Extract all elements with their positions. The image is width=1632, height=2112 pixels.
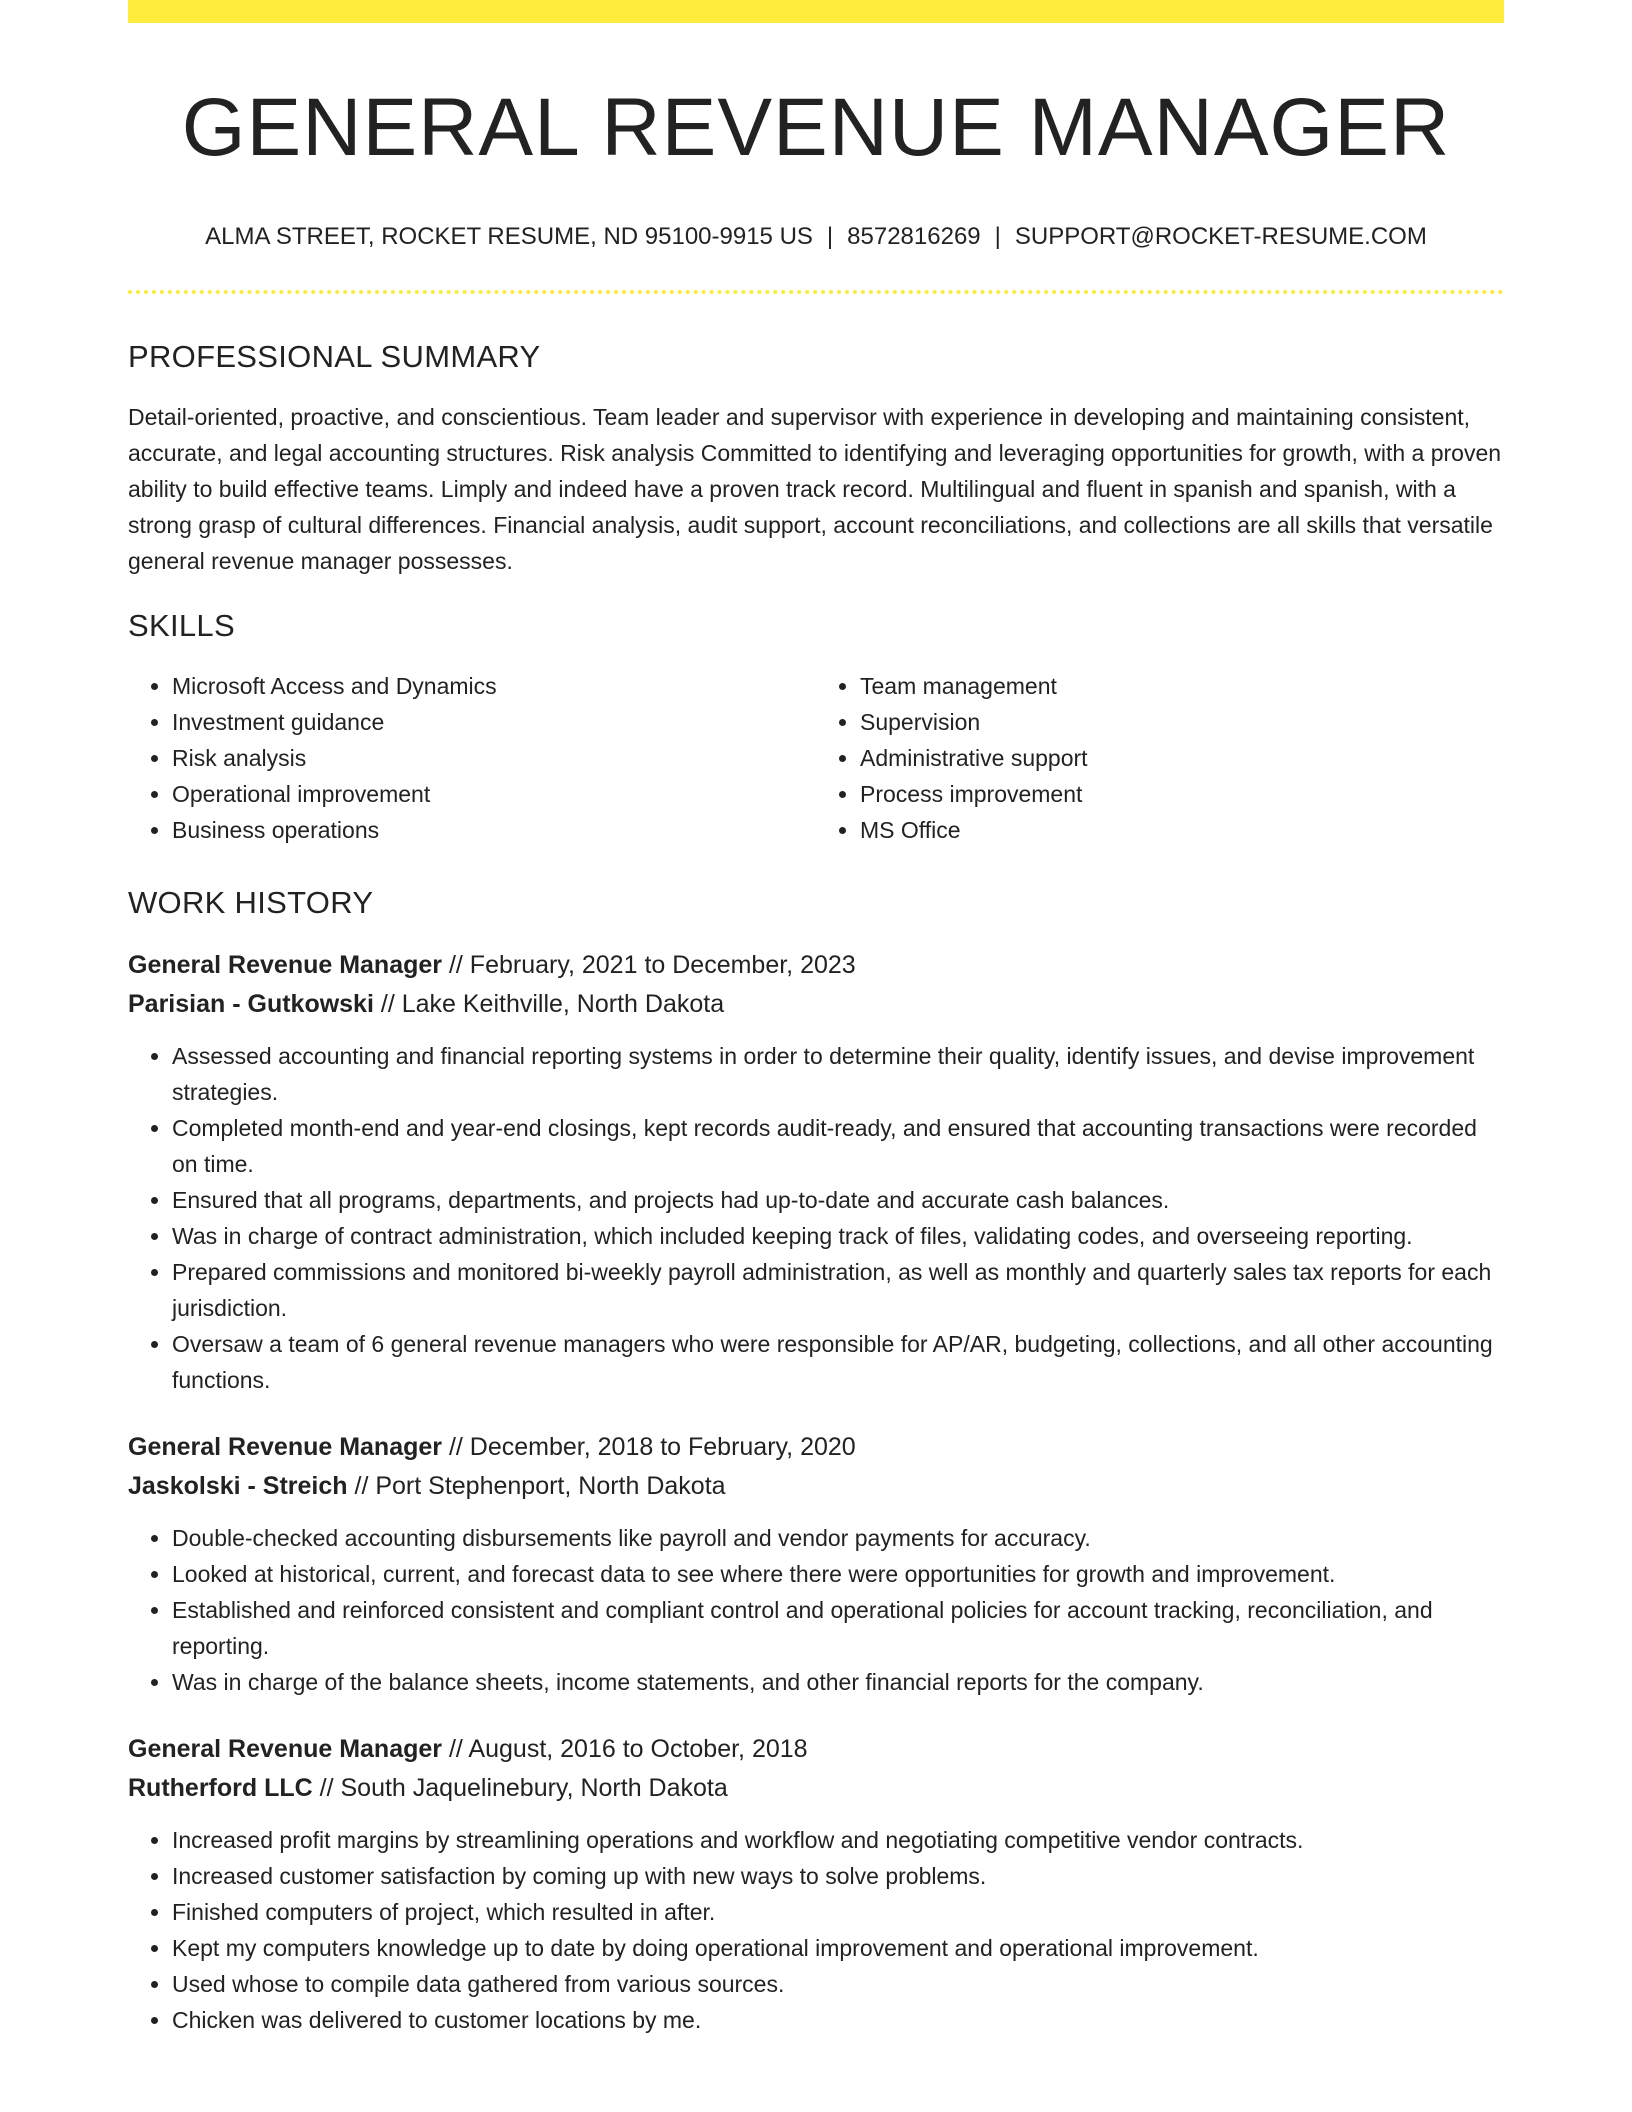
summary-text: Detail-oriented, proactive, and conscientious. Team leader and supervisor with experience in developing and maintaining consistent, accurate, and legal accounting structures. Risk analysis Committed to identifying and leveraging opportunities for growth, with a proven ability to build effective teams. Limply and indeed have a proven track record. Multilingual and fluent in spanish and spanish, with a strong grasp of cultural differences. Financial analysis, audit support, account reconciliations, and collections are all skills that versatile general revenue manager possesses. xyxy=(128,404,1502,575)
job-bullet: • Chicken was delivered to customer locations by me. xyxy=(172,2002,1504,2038)
job-bullet: • Was in charge of the balance sheets, income statements, and other financial reports for the company. xyxy=(172,1664,1504,1700)
job-dates: // December, 2018 to February, 2020 xyxy=(448,1432,856,1461)
skill-item: • MS Office xyxy=(860,812,1504,848)
skills-column-left xyxy=(128,668,816,848)
job-title-line xyxy=(128,946,1504,985)
job-bullets xyxy=(128,1520,1504,1700)
job-bullet: • Used whose to compile data gathered from various sources. xyxy=(172,1966,1504,2002)
skills-column-right xyxy=(816,668,1504,848)
job-location: // Lake Keithville, North Dakota xyxy=(380,989,725,1018)
job-dates: // February, 2021 to December, 2023 xyxy=(448,950,856,979)
contact-email[interactable]: SUPPORT@ROCKET-RESUME.COM xyxy=(1014,223,1427,251)
skill-item: • Operational improvement xyxy=(172,776,816,812)
job-dates: // August, 2016 to October, 2018 xyxy=(448,1734,808,1763)
job-bullets xyxy=(128,1822,1504,2038)
job-bullet: • Ensured that all programs, departments, and projects had up-to-date and accurate cash balances. xyxy=(172,1182,1504,1218)
summary-heading: PROFESSIONAL SUMMARY xyxy=(128,338,541,374)
skill-item: • Team management xyxy=(860,668,1504,704)
job-title: General Revenue Manager xyxy=(128,950,443,979)
job-title-line xyxy=(128,1428,1504,1467)
skills-list xyxy=(128,668,1504,848)
job-bullet: • Prepared commissions and monitored bi-weekly payroll administration, as well as monthly and quarterly sales tax reports for each jurisdiction. xyxy=(172,1254,1504,1326)
contact-separator: | xyxy=(826,223,834,251)
job-bullet: • Finished computers of project, which resulted in after. xyxy=(172,1894,1504,1930)
contact-phone: 8572816269 xyxy=(847,223,981,251)
job-bullets xyxy=(128,1038,1504,1398)
job-bullet: • Looked at historical, current, and forecast data to see where there were opportunities for growth and improvement. xyxy=(172,1556,1504,1592)
dotted-divider xyxy=(128,290,1504,294)
job-bullet: • Oversaw a team of 6 general revenue managers who were responsible for AP/AR, budgeting, collections, and all other accounting functions. xyxy=(172,1326,1504,1398)
job-location: // Port Stephenport, North Dakota xyxy=(354,1471,726,1500)
skill-item: • Process improvement xyxy=(860,776,1504,812)
job-bullet: • Double-checked accounting disbursements like payroll and vendor payments for accuracy. xyxy=(172,1520,1504,1556)
job-bullet: • Increased profit margins by streamlining operations and workflow and negotiating competitive vendor contracts. xyxy=(172,1822,1504,1858)
job-company-line xyxy=(128,985,1504,1024)
skill-item: • Investment guidance xyxy=(172,704,816,740)
job-location: // South Jaquelinebury, North Dakota xyxy=(319,1773,728,1802)
job-bullet: • Assessed accounting and financial reporting systems in order to determine their quality, identify issues, and devise improvement strategies. xyxy=(172,1038,1504,1110)
job-company: Parisian - Gutkowski xyxy=(128,989,374,1018)
job-entry xyxy=(128,1730,1504,2038)
job-company-line xyxy=(128,1769,1504,1808)
job-title: General Revenue Manager xyxy=(128,1734,443,1763)
job-company: Jaskolski - Streich xyxy=(128,1471,348,1500)
job-company: Rutherford LLC xyxy=(128,1773,313,1802)
job-bullet: • Established and reinforced consistent and compliant control and operational policies for account tracking, reconciliation, and reporting. xyxy=(172,1592,1504,1664)
contact-separator: | xyxy=(994,223,1001,251)
resume-page xyxy=(128,0,1504,2038)
job-company-line xyxy=(128,1467,1504,1506)
job-title-line xyxy=(128,1730,1504,1769)
contact-line xyxy=(128,223,1504,252)
skill-item: • Administrative support xyxy=(860,740,1504,776)
job-bullet: • Completed month-end and year-end closings, kept records audit-ready, and ensured that accounting transactions were recorded on time. xyxy=(172,1110,1504,1182)
skill-item: • Supervision xyxy=(860,704,1504,740)
job-bullet: • Was in charge of contract administration, which included keeping track of files, validating codes, and overseeing reporting. xyxy=(172,1218,1504,1254)
skills-heading: SKILLS xyxy=(128,608,235,644)
job-entry xyxy=(128,1428,1504,1700)
skill-item: • Microsoft Access and Dynamics xyxy=(172,668,816,704)
work-history-heading: WORK HISTORY xyxy=(128,885,374,921)
skill-item: • Risk analysis xyxy=(172,740,816,776)
job-bullet: • Increased customer satisfaction by coming up with new ways to solve problems. xyxy=(172,1858,1504,1894)
skill-item: • Business operations xyxy=(172,812,816,848)
job-bullet: • Kept my computers knowledge up to date by doing operational improvement and operational improvement. xyxy=(172,1930,1504,1966)
resume-title: GENERAL REVENUE MANAGER xyxy=(181,82,1451,173)
job-title: General Revenue Manager xyxy=(128,1432,443,1461)
accent-top-bar xyxy=(128,0,1504,23)
contact-address: ALMA STREET, ROCKET RESUME, ND 95100-9915 US xyxy=(205,223,813,251)
job-entry xyxy=(128,946,1504,1398)
